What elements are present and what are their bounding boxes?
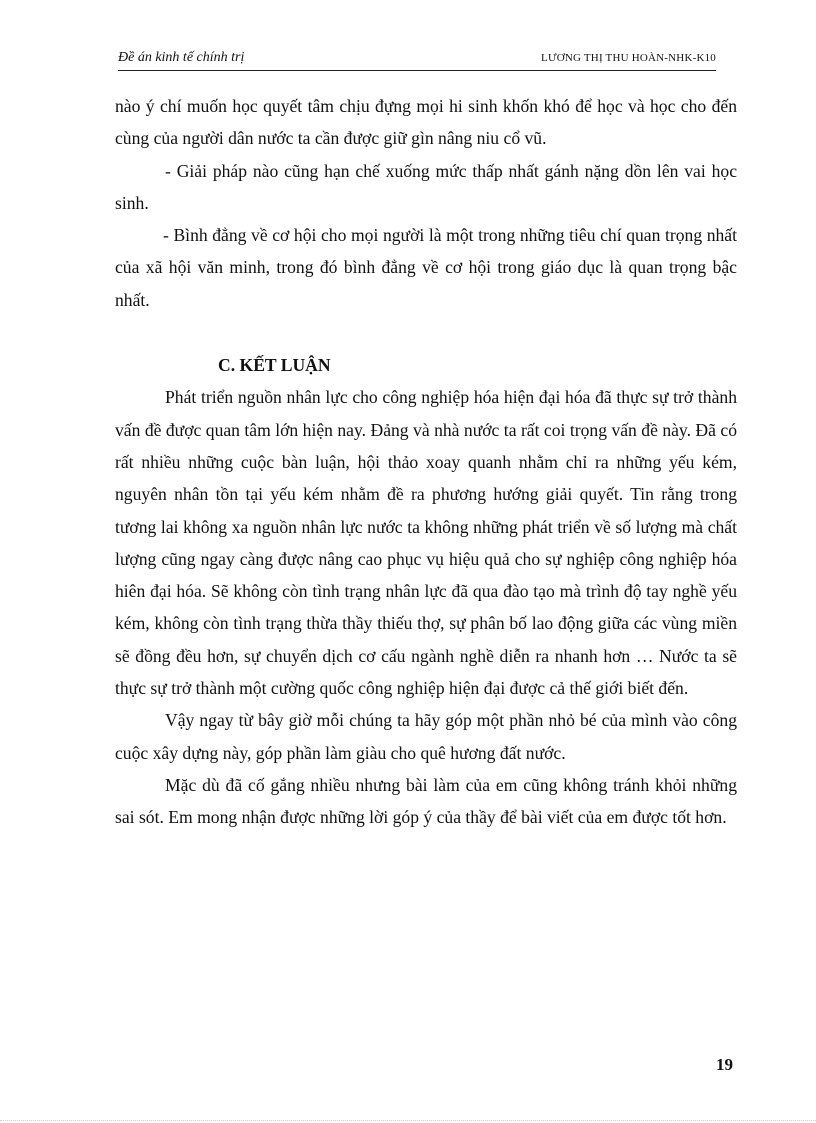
page-header: [118, 50, 716, 71]
paragraph-continuation: nào ý chí muốn học quyết tâm chịu đựng mọi hi sinh khốn khó để học và học cho đến cùng của người dân nước ta cần được giữ gìn nâng niu cổ vũ.: [115, 96, 737, 149]
header-document-title: Đề án kinh tế chính trị: [118, 50, 245, 65]
bullet-paragraph-2: - Bình đẳng về cơ hội cho mọi người là một trong những tiêu chí quan trọng nhất của xã hội văn minh, trong đó bình đẳng về cơ hội trong giáo dục là quan trọng bậc nhất.: [115, 225, 737, 310]
document-body: [115, 90, 737, 834]
page-number: 19: [716, 1055, 733, 1074]
section-heading: C. KẾT LUẬN: [218, 355, 331, 376]
header-author: LƯƠNG THỊ THU HOÀN-NHK-K10: [541, 52, 716, 64]
conclusion-paragraph-3: Mặc dù đã cố gắng nhiều nhưng bài làm của em cũng không tránh khỏi những sai sót. Em mong nhận được những lời góp ý của thầy để bài viết của em được tốt hơn.: [115, 774, 737, 828]
bullet-paragraph-1: - Giải pháp nào cũng hạn chế xuống mức thấp nhất gánh nặng dồn lên vai học sinh.: [115, 160, 737, 213]
page-bottom-divider: [0, 1120, 816, 1121]
conclusion-paragraph-2: Vậy ngay từ bây giờ mỗi chúng ta hãy góp một phần nhỏ bé của mình vào công cuộc xây dựng này, góp phần làm giàu cho quê hương đất nước.: [115, 710, 737, 763]
conclusion-paragraph-1: Phát triển nguồn nhân lực cho công nghiệp hóa hiện đại hóa đã thực sự trở thành vấn đề được quan tâm lớn hiện nay. Đảng và nhà nước ta rất coi trọng vấn đề này. Đã có rất nhiều những cuộc bàn luận, hội thảo xoay quanh nhằm chỉ ra những yếu kém, nguyên nhân tồn tại yếu kém nhằm đề ra phương hướng giải quyết. Tin rằng trong tương lai không xa nguồn nhân lực nước ta không những phát triển về số lượng mà chất lượng cũng ngay càng được nâng cao phục vụ hiệu quả cho sự nghiệp công nghiệp hóa hiên đại hóa. Sẽ không còn tình trạng nhân lực đã qua đào tạo mà trình độ tay nghề yếu kém, không còn tình trạng thừa thầy thiếu thợ, sự phân bố lao động giữa các vùng miền sẽ đồng đều hơn, sự chuyển dịch cơ cấu ngành nghề diễn ra nhanh hơn … Nước ta sẽ thực sự trở thành một cường quốc công nghiệp hiện đại được cả thế giới biết đến.: [115, 387, 737, 699]
